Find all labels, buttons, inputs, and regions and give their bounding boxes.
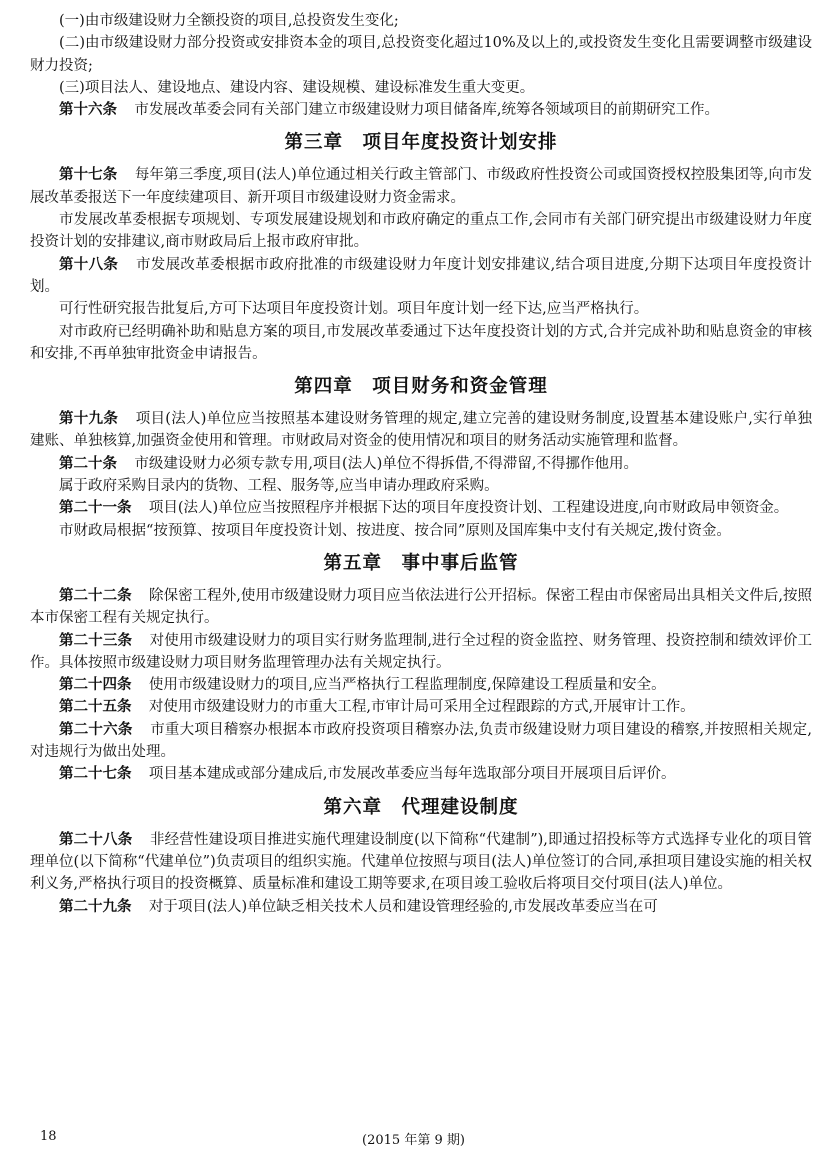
page-number: 18 <box>40 1129 57 1144</box>
paragraph-text: 对市政府已经明确补助和贴息方案的项目,市发展改革委通过下达年度投资计划的方式,合并完成补助和贴息资金的审核和安排,不再单独审批资金申请报告。 <box>30 323 812 362</box>
paragraph <box>30 520 812 542</box>
article-number: 第二十七条 <box>59 766 132 783</box>
paragraph-text: 项目基本建成或部分建成后,市发展改革委应当每年选取部分项目开展项目后评价。 <box>148 766 676 783</box>
article-paragraph <box>30 674 812 696</box>
paragraph <box>30 209 812 254</box>
article-number: 第十六条 <box>59 102 117 119</box>
paragraph <box>30 32 812 77</box>
article-paragraph <box>30 453 812 475</box>
paragraph <box>30 298 812 320</box>
paragraph-text: 使用市级建设财力的项目,应当严格执行工程监理制度,保障建设工程质量和安全。 <box>148 677 666 694</box>
article-number: 第二十一条 <box>59 500 132 517</box>
article-number: 第二十条 <box>59 455 117 472</box>
paragraph <box>30 321 812 366</box>
section-top <box>30 10 812 121</box>
document-page <box>30 10 812 918</box>
chapter-5-body <box>30 585 812 786</box>
paragraph-text: 市财政局根据“按预算、按项目年度投资计划、按进度、按合同”原则及国库集中支付有关规定,拨付资金。 <box>59 522 731 539</box>
chapter-6-title: 第六章 代理建设制度 <box>323 796 519 818</box>
paragraph-text: (二)由市级建设财力部分投资或安排资本金的项目,总投资变化超过10%及以上的,或投资发生变化且需要调整市级建设财力投资; <box>30 35 812 74</box>
paragraph-text: 项目(法人)单位应当按照程序并根据下达的项目年度投资计划、工程建设进度,向市财政局申领资金。 <box>148 500 789 517</box>
paragraph-text: 可行性研究报告批复后,方可下达项目年度投资计划。项目年度计划一经下达,应当严格执行。 <box>59 301 649 318</box>
article-number: 第二十八条 <box>59 831 133 848</box>
paragraph-text: 市重大项目稽察办根据本市政府投资项目稽察办法,负责市级建设财力项目建设的稽察,并按照相关规定,对违规行为做出处理。 <box>30 721 813 761</box>
chapter-3-title: 第三章 项目年度投资计划安排 <box>284 132 558 154</box>
paragraph <box>30 10 812 32</box>
article-paragraph <box>30 630 812 675</box>
chapter-4-body <box>30 408 812 542</box>
article-number: 第十八条 <box>59 256 119 273</box>
article-number: 第二十六条 <box>59 721 133 738</box>
article-paragraph <box>30 763 812 785</box>
article-number: 第十七条 <box>59 167 118 184</box>
paragraph-text: 属于政府采购目录内的货物、工程、服务等,应当申请办理政府采购。 <box>59 478 499 495</box>
paragraph-text: 对使用市级建设财力的项目实行财务监理制,进行全过程的资金监控、财务管理、投资控制和绩效评价工作。具体按照市级建设财力项目财务监理管理办法有关规定执行。 <box>30 632 813 671</box>
article-number: 第二十三条 <box>59 632 133 649</box>
article-paragraph <box>30 896 812 918</box>
paragraph-text: 非经营性建设项目推进实施代理建设制度(以下简称“代建制”),即通过招投标等方式选择专业化的项目管理单位(以下简称“代建单位”)负责项目的组织实施。代建单位按照与项目(法人)单位签订的合同,承担项目建设实施的相关权利义务,严格执行项目的投资概算、质量标准和建设工期等要求,在项目竣工验收后将项目交付项目(法人)单位。 <box>30 831 813 893</box>
paragraph-text: (三)项目法人、建设地点、建设内容、建设规模、建设标准发生重大变更。 <box>59 79 535 96</box>
article-number: 第十九条 <box>59 411 119 428</box>
paragraph-text: 项目(法人)单位应当按照基本建设财务管理的规定,建立完善的建设财务制度,设置基本建设账户,实行单独建账、单独核算,加强资金使用和管理。市财政局对资金的使用情况和项目的财务活动实施管理和监督。 <box>30 411 812 450</box>
paragraph-text: (一)由市级建设财力全额投资的项目,总投资发生变化; <box>59 13 399 29</box>
article-paragraph <box>30 408 812 453</box>
page-footer <box>0 1129 827 1149</box>
article-paragraph <box>30 497 812 519</box>
article-paragraph <box>30 99 812 121</box>
chapter-5-title: 第五章 事中事后监管 <box>323 552 519 574</box>
paragraph-text: 市级建设财力必须专款专用,项目(法人)单位不得拆借,不得滞留,不得挪作他用。 <box>134 455 639 472</box>
paragraph-text: 市发展改革委根据专项规划、专项发展建设规划和市政府确定的重点工作,会同市有关部门研究提出市级建设财力年度投资计划的安排建议,商市财政局后上报市政府审批。 <box>30 212 812 251</box>
paragraph-text: 每年第三季度,项目(法人)单位通过相关行政主管部门、市级政府性投资公司或国资授权控股集团等,向市发展改革委报送下一年度续建项目、新开项目市级建设财力资金需求。 <box>30 167 813 206</box>
article-number: 第二十二条 <box>59 587 132 604</box>
chapter-3-body <box>30 164 812 365</box>
article-number: 第二十九条 <box>59 898 132 915</box>
chapter-6-body <box>30 829 812 918</box>
paragraph <box>30 77 812 99</box>
paragraph-text: 除保密工程外,使用市级建设财力项目应当依法进行公开招标。保密工程由市保密局出具相关文件后,按照本市保密工程有关规定执行。 <box>30 587 813 627</box>
chapter-4-title: 第四章 项目财务和资金管理 <box>294 376 548 398</box>
article-number: 第二十五条 <box>59 699 132 716</box>
article-paragraph <box>30 585 812 630</box>
article-paragraph <box>30 696 812 718</box>
paragraph-text: 市发展改革委会同有关部门建立市级建设财力项目储备库,统筹各领域项目的前期研究工作。 <box>134 102 719 119</box>
issue-label: (2015 年第 9 期) <box>362 1133 465 1148</box>
paragraph-text: 市发展改革委根据市政府批准的市级建设财力年度计划安排建议,结合项目进度,分期下达项目年度投资计划。 <box>30 256 812 295</box>
article-paragraph <box>30 829 812 896</box>
article-paragraph <box>30 719 812 764</box>
paragraph-text: 对使用市级建设财力的市重大工程,市审计局可采用全过程跟踪的方式,开展审计工作。 <box>148 699 695 716</box>
article-paragraph <box>30 254 812 299</box>
paragraph-text: 对于项目(法人)单位缺乏相关技术人员和建设管理经验的,市发展改革委应当在可 <box>148 898 658 915</box>
article-number: 第二十四条 <box>59 677 132 694</box>
paragraph <box>30 475 812 497</box>
article-paragraph <box>30 164 812 209</box>
